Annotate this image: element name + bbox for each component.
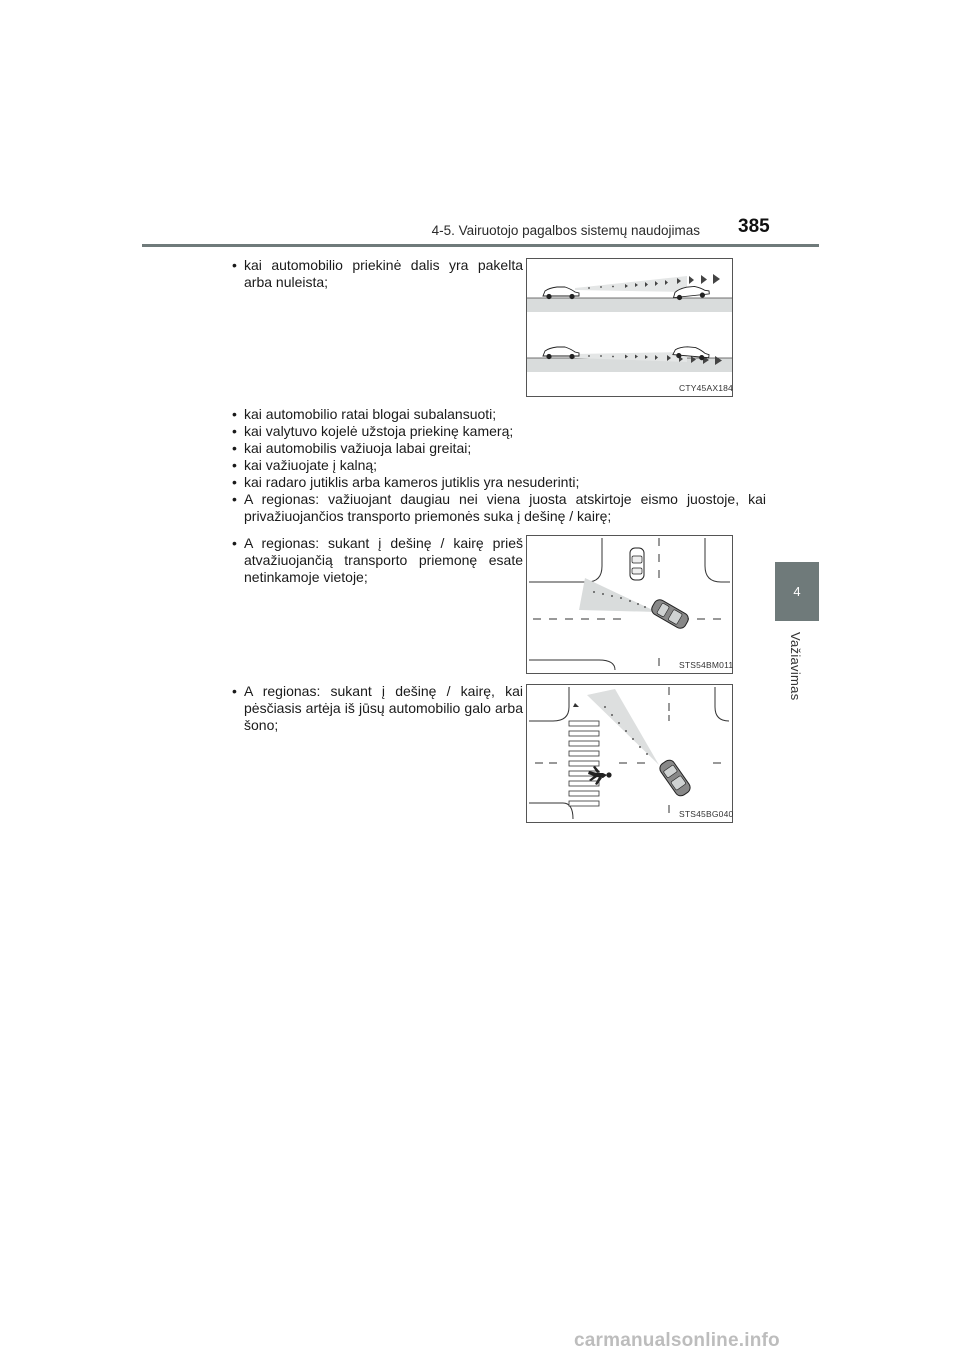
figure-vehicle-pitch bbox=[526, 258, 733, 397]
list-item-text: A regionas: važiuojant daugiau nei viena juosta atskirtoje eismo juostoje, kai privažiuojančios transporto priemonės suka į dešinę / kairę; bbox=[244, 491, 766, 524]
list-item-text: kai automobilis važiuoja labai greitai; bbox=[244, 440, 472, 456]
list-item bbox=[227, 491, 766, 525]
car-icon bbox=[650, 598, 691, 631]
bullet: • bbox=[232, 257, 237, 273]
bullet: • bbox=[232, 440, 237, 456]
car-icon bbox=[543, 347, 579, 359]
figure-code: STS45BG040 bbox=[679, 809, 734, 819]
list-item bbox=[227, 440, 784, 457]
list-item-text: kai automobilio priekinė dalis yra pakelta arba nuleista; bbox=[244, 257, 523, 290]
bullet: • bbox=[232, 457, 237, 473]
list-item bbox=[227, 535, 523, 586]
section-title: 4-5. Vairuotojo pagalbos sistemų naudojimas bbox=[431, 223, 700, 238]
chapter-number: 4 bbox=[793, 584, 801, 599]
car-icon bbox=[630, 548, 644, 580]
list-item bbox=[227, 257, 523, 291]
bullet: • bbox=[232, 683, 237, 699]
list-item-text: kai važiuojate į kalną; bbox=[244, 457, 378, 473]
figure-code: CTY45AX184 bbox=[679, 383, 733, 393]
list-item bbox=[227, 423, 784, 440]
bullet: • bbox=[232, 474, 237, 490]
list-item-text: A regionas: sukant į dešinę / kairę prieš atvažiuojančią transporto priemonę esate netinkamoje vietoje; bbox=[244, 535, 523, 585]
list-item-text: kai valytuvo kojelė užstoja priekinę kamerą; bbox=[244, 423, 514, 439]
header-rule bbox=[142, 244, 819, 247]
chapter-label: Važiavimas bbox=[788, 632, 803, 701]
list-item-text: A regionas: sukant į dešinę / kairę, kai pėsčiasis artėja iš jūsų automobilio galo arba šono; bbox=[244, 683, 523, 733]
list-item-text: kai automobilio ratai blogai subalansuoti; bbox=[244, 406, 497, 422]
bullet: • bbox=[232, 406, 237, 422]
chapter-tab[interactable] bbox=[775, 562, 819, 621]
page-number: 385 bbox=[738, 216, 770, 237]
list-item bbox=[227, 474, 784, 491]
bullet: • bbox=[232, 535, 237, 551]
bullet: • bbox=[232, 491, 237, 507]
figure-oncoming-turn bbox=[526, 535, 733, 674]
list-item-text: kai radaro jutiklis arba kameros jutiklis yra nesuderinti; bbox=[244, 474, 580, 490]
car-icon bbox=[543, 287, 579, 299]
list-item bbox=[227, 457, 784, 474]
list-item bbox=[227, 406, 784, 423]
bullet: • bbox=[232, 423, 237, 439]
car-icon bbox=[658, 758, 693, 798]
figure-code: STS54BM011 bbox=[679, 660, 734, 670]
watermark-link[interactable]: carmanualsonline.info bbox=[574, 1330, 780, 1351]
list-item bbox=[227, 683, 523, 734]
figure-pedestrian-turn bbox=[526, 684, 733, 823]
